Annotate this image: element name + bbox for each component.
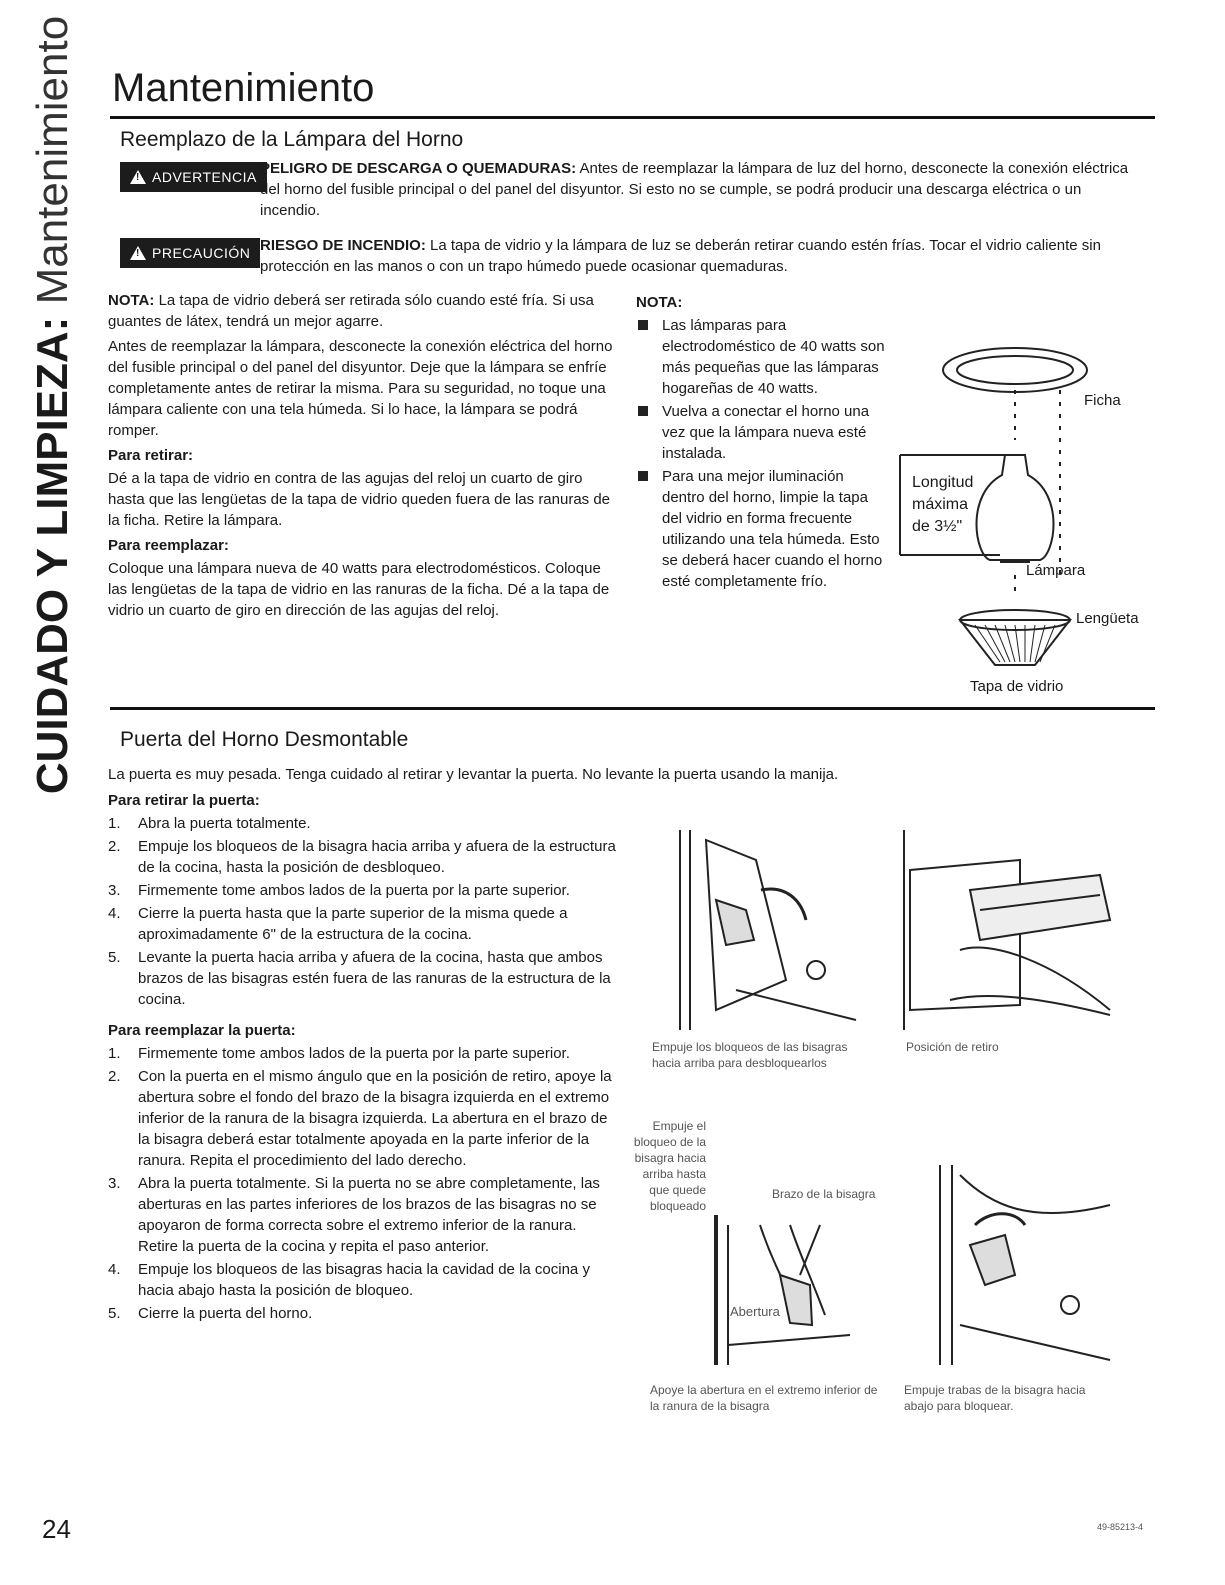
caption-position: Posición de retiro [906, 1040, 999, 1054]
door-heading: Puerta del Horno Desmontable [120, 728, 409, 751]
lamp-remove-heading: Para retirar: [108, 447, 194, 464]
side-tab-section: CUIDADO Y LIMPIEZA: [28, 316, 77, 795]
label-maxima: máxima [912, 496, 969, 513]
lamp-intro: Antes de reemplazar la lámpara, desconecte la conexión eléctrica del horno del fusible principal o del panel del disyuntor. Deje que la lámpara se enfríe completamente antes de retirar la misma. Para su seguridad, no toque una lámpara caliente con una tela húmeda. Si lo hace, la lámpara se podrá romper. [108, 338, 613, 439]
list-item: 5. Levante la puerta hacia arriba y afuera de la cocina, hasta que ambos brazos de las bisagras estén fuera de las ranuras de la estructura de la cocina. [108, 949, 611, 1008]
label-lengueta: Lengüeta [1076, 610, 1139, 627]
label-ficha: Ficha [1084, 392, 1121, 409]
side-tab-subsection: Mantenimiento [28, 15, 77, 305]
lamp-remove-text: Dé a la tapa de vidrio en contra de las agujas del reloj un cuarto de giro hasta que las lengüetas de la tapa de vidrio queden fuera de las ranuras de la ficha. Retire la lámpara. [108, 470, 611, 529]
list-item: 4. Empuje los bloqueos de las bisagras hacia la cavidad de la cocina y hacia abajo hasta la posición de bloqueo. [108, 1261, 590, 1299]
lamp-note2-list [636, 315, 886, 592]
section-rule [110, 707, 1155, 710]
list-item: Para una mejor iluminación dentro del horno, limpie la tapa del vidrio en forma frecuente utilizando una tela húmeda. Esto se deberá hacer cuando el horno esté completamente frío. [636, 466, 886, 592]
caution-badge: ! PRECAUCIÓN [120, 238, 260, 268]
door-replace-list [108, 1043, 618, 1324]
warning-badge: ! ADVERTENCIA [120, 162, 267, 192]
page-title: Mantenimiento [112, 66, 375, 110]
figure-lock-hinge [930, 1165, 1120, 1370]
list-item: Las lámparas para electrodoméstico de 40 watts son más pequeñas que las lámparas hogareñas de 40 watts. [636, 315, 886, 399]
figure-removal-position [900, 830, 1130, 1035]
lamp-replace-heading: Para reemplazar: [108, 537, 229, 554]
lamp-heading: Reemplazo de la Lámpara del Horno [120, 128, 464, 151]
list-item: 1. Abra la puerta totalmente. [108, 815, 311, 832]
list-item: 3. Firmemente tome ambos lados de la puerta por la parte superior. [108, 882, 570, 899]
list-item: 2. Empuje los bloqueos de la bisagra hacia arriba y afuera de la estructura de la cocina, hasta la posición de desbloqueo. [108, 838, 616, 876]
list-item: 1. Firmemente tome ambos lados de la puerta por la parte superior. [108, 1045, 570, 1062]
caption-push-lock: Empuje el bloqueo de la bisagra hacia arriba hasta que quede bloqueado [633, 1119, 706, 1213]
warning-icon [130, 170, 146, 184]
caption-rest: Apoye la abertura en el extremo inferior de la ranura de la bisagra [650, 1383, 878, 1413]
list-item: 2. Con la puerta en el mismo ángulo que en la posición de retiro, apoye la abertura sobre el fondo del brazo de la bisagra izquierda en el extremo inferior de la ranura de la bisagra izquierda. La abertura en el brazo de la bisagra deberá estar totalmente apoyada en la parte inferior de la ranura. Repita el procedimiento del lado derecho. [108, 1068, 612, 1169]
list-item: 3. Abra la puerta totalmente. Si la puerta no se abre completamente, las aberturas en las partes inferiores de los brazos de las bisagras no se apoyaron de forma correcta sobre el extremo inferior de la ranura. Retire la puerta de la cocina y repita el paso anterior. [108, 1175, 600, 1255]
door-intro: La puerta es muy pesada. Tenga cuidado al retirar y levantar la puerta. No levante la puerta usando la manija. [108, 766, 839, 783]
figure-hinge-arm [700, 1205, 860, 1365]
lamp-replace-text: Coloque una lámpara nueva de 40 watts para electrodomésticos. Coloque las lengüetas de la tapa de vidrio en las ranuras de la ficha. Dé a la tapa de vidrio un cuarto de giro en dirección de las agujas del reloj. [108, 560, 610, 619]
lamp-diagram [880, 330, 1180, 700]
caption-lock: Empuje trabas de la bisagra hacia abajo para bloquear. [904, 1383, 1086, 1413]
warning-text: PELIGRO DE DESCARGA O QUEMADURAS: Antes de reemplazar la lámpara de luz del horno, desconecte la conexión eléctrica del horno del fusible principal o del panel del disyuntor. Si esto no se cumple, se podrá producir una descarga eléctrica o un incendio. [260, 160, 1129, 219]
list-item: 4. Cierre la puerta hasta que la parte superior de la misma quede a aproximadamente 6" de la estructura de la cocina. [108, 905, 568, 943]
door-replace-heading: Para reemplazar la puerta: [108, 1022, 296, 1039]
doc-id: 49-85213-4 [1096, 1522, 1143, 1532]
lamp-note-column [636, 290, 886, 594]
label-tapa: Tapa de vidrio [970, 678, 1064, 695]
caution-icon [130, 246, 146, 260]
lamp-note: NOTA: La tapa de vidrio deberá ser retirada sólo cuando esté fría. Si usa guantes de látex, tendrá un mejor agarre. [108, 292, 594, 330]
door-remove-heading: Para retirar la puerta: [108, 792, 260, 809]
label-de: de 3½" [912, 518, 963, 535]
list-item: Vuelva a conectar el horno una vez que la lámpara nueva esté instalada. [636, 401, 886, 464]
label-longitud: Longitud [912, 474, 974, 491]
figure-unlock-hinge [676, 830, 866, 1035]
door-remove-list [108, 813, 618, 1010]
label-opening: Abertura [730, 1304, 780, 1319]
caption-hinge-arm: Brazo de la bisagra [772, 1187, 876, 1201]
list-item: 5. Cierre la puerta del horno. [108, 1305, 313, 1322]
label-lampara: Lámpara [1026, 562, 1086, 579]
caution-text: RIESGO DE INCENDIO: La tapa de vidrio y la lámpara de luz se deberán retirar cuando estén frías. Tocar el vidrio caliente sin protección en las manos o con un trapo húmedo puede ocasionar quemaduras. [260, 237, 1101, 275]
door-instructions [108, 788, 618, 1326]
side-tab [28, 15, 78, 795]
lamp-left-column [108, 290, 618, 625]
page-number: 24 [42, 1514, 71, 1544]
lamp-note2-heading: NOTA: [636, 294, 683, 311]
caption-unlock: Empuje los bloqueos de las bisagras hacia arriba para desbloquearlos [652, 1040, 848, 1070]
title-rule [110, 116, 1155, 119]
